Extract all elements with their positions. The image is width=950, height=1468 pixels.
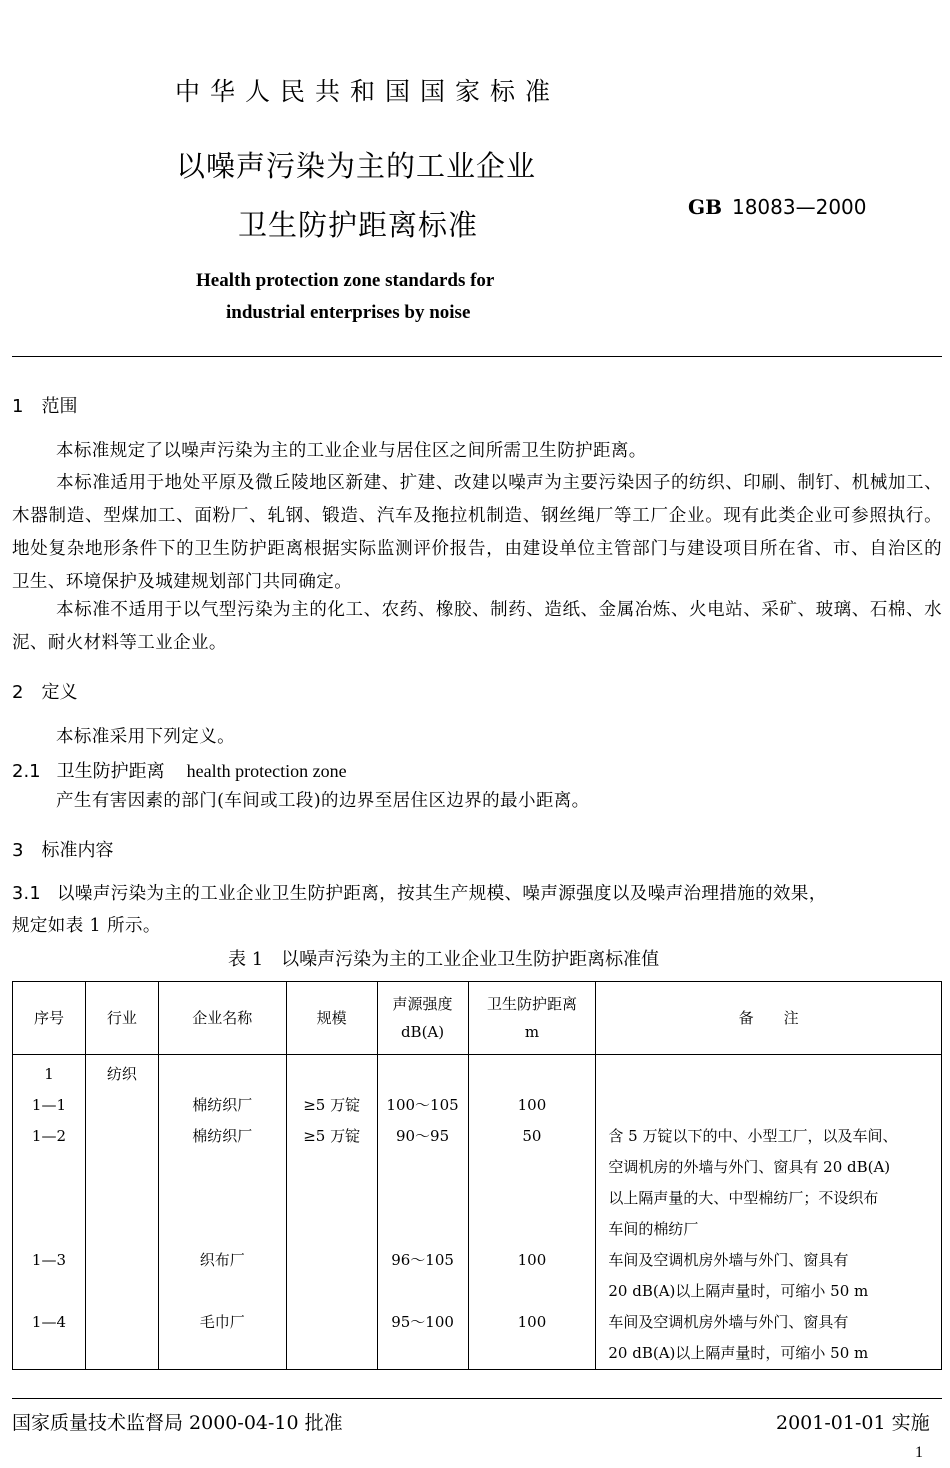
cell-noise xyxy=(377,1055,468,1091)
section-2-1-title: 卫生防护距离 xyxy=(56,761,165,782)
section-2-1-paragraph xyxy=(12,785,942,818)
cell-distance: 100 xyxy=(468,1307,596,1338)
cell-note: 含 5 万锭以下的中、小型工厂，以及车间、 xyxy=(596,1121,942,1152)
english-title-line1: Health protection zone standards for xyxy=(196,270,495,291)
cell-no: 1—2 xyxy=(13,1121,86,1152)
cell-noise xyxy=(377,1276,468,1307)
cell-scale xyxy=(286,1245,377,1276)
section-1-heading xyxy=(12,392,77,418)
section-1-paragraph-3-text: 本标准不适用于以气型污染为主的化工、农药、橡胶、制药、造纸、金属冶炼、火电站、采矿、玻璃、石棉、水泥、耐火材料等工业企业。 xyxy=(12,600,942,653)
cell-note: 20 dB(A)以上隔声量时，可缩小 50 m xyxy=(596,1338,942,1370)
section-1-paragraph-3 xyxy=(12,594,942,660)
cell-distance xyxy=(468,1214,596,1245)
section-3-title: 标准内容 xyxy=(41,840,114,861)
section-3-1-line1 xyxy=(12,878,942,911)
cell-no xyxy=(13,1276,86,1307)
cell-name xyxy=(158,1214,286,1245)
table-row xyxy=(13,1338,942,1370)
section-2-heading xyxy=(12,678,77,704)
header-scale: 规模 xyxy=(286,982,377,1055)
english-title-line2: industrial enterprises by noise xyxy=(226,302,471,323)
cell-name xyxy=(158,1338,286,1370)
section-2-1-heading xyxy=(12,757,347,783)
cell-industry xyxy=(85,1245,158,1276)
cell-note xyxy=(596,1090,942,1121)
cell-no: 1—1 xyxy=(13,1090,86,1121)
section-2-1-paragraph-text: 产生有害因素的部门(车间或工段)的边界至居住区边界的最小距离。 xyxy=(56,791,590,811)
cell-no xyxy=(13,1152,86,1183)
cell-distance xyxy=(468,1055,596,1091)
section-2-1-number: 2.1 xyxy=(12,761,41,782)
cell-name: 棉纺织厂 xyxy=(158,1090,286,1121)
cell-no: 1 xyxy=(13,1055,86,1091)
cell-industry xyxy=(85,1152,158,1183)
cell-distance: 100 xyxy=(468,1090,596,1121)
header-noise-label: 声源强度 xyxy=(392,995,453,1013)
section-2-number: 2 xyxy=(12,682,24,703)
cell-distance xyxy=(468,1276,596,1307)
section-3-heading xyxy=(12,836,113,862)
cell-name xyxy=(158,1152,286,1183)
table-row xyxy=(13,1307,942,1338)
cell-no xyxy=(13,1338,86,1370)
cell-note: 以上隔声量的大、中型棉纺厂；不设织布 xyxy=(596,1183,942,1214)
section-1-paragraph-1 xyxy=(12,435,942,468)
section-3-1-line2: 规定如表 1 所示。 xyxy=(12,916,161,936)
header-distance-label: 卫生防护距离 xyxy=(486,995,577,1013)
cell-name: 毛巾厂 xyxy=(158,1307,286,1338)
table-row xyxy=(13,1183,942,1214)
cell-scale xyxy=(286,1276,377,1307)
implementation-note: 2001-01-01 实施 xyxy=(776,1412,930,1434)
cell-distance xyxy=(468,1338,596,1370)
cell-industry: 纺织 xyxy=(85,1055,158,1091)
header-enterprise-name: 企业名称 xyxy=(158,982,286,1055)
cell-noise xyxy=(377,1214,468,1245)
section-2-title: 定义 xyxy=(41,682,78,703)
cell-note xyxy=(596,1055,942,1091)
cell-industry xyxy=(85,1338,158,1370)
cell-scale xyxy=(286,1338,377,1370)
table-caption: 表 1 以噪声污染为主的工业企业卫生防护距离标准值 xyxy=(228,949,660,970)
header-industry: 行业 xyxy=(85,982,158,1055)
cell-note: 20 dB(A)以上隔声量时，可缩小 50 m xyxy=(596,1276,942,1307)
cell-name: 棉纺织厂 xyxy=(158,1121,286,1152)
national-standard-heading: 中华人民共和国国家标准 xyxy=(175,77,561,106)
table-row xyxy=(13,1276,942,1307)
cell-name xyxy=(158,1183,286,1214)
cell-noise: 96～105 xyxy=(377,1245,468,1276)
header-protection-distance xyxy=(468,982,596,1055)
cell-note: 车间的棉纺厂 xyxy=(596,1214,942,1245)
cell-name: 织布厂 xyxy=(158,1245,286,1276)
standards-table xyxy=(12,981,942,1370)
cell-name xyxy=(158,1055,286,1091)
cell-note: 空调机房的外墙与外门、窗具有 20 dB(A) xyxy=(596,1152,942,1183)
page-number: 1 xyxy=(915,1444,923,1461)
standard-code-number: 18083—2000 xyxy=(731,195,867,219)
section-3-1-text-line1: 以噪声污染为主的工业企业卫生防护距离，按其生产规模、噪声源强度以及噪声治理措施的效果， xyxy=(57,884,827,904)
cell-note: 车间及空调机房外墙与外门、窗具有 xyxy=(596,1245,942,1276)
cell-note: 车间及空调机房外墙与外门、窗具有 xyxy=(596,1307,942,1338)
table-row xyxy=(13,1245,942,1276)
cell-industry xyxy=(85,1183,158,1214)
cell-scale xyxy=(286,1152,377,1183)
approval-note: 国家质量技术监督局 2000-04-10 批准 xyxy=(12,1412,343,1434)
header-noise-intensity xyxy=(377,982,468,1055)
table-row xyxy=(13,1121,942,1152)
cell-no xyxy=(13,1183,86,1214)
section-2-paragraph xyxy=(12,721,942,754)
table-row xyxy=(13,1055,942,1091)
cell-scale xyxy=(286,1307,377,1338)
cell-no xyxy=(13,1214,86,1245)
header-distance-unit: m xyxy=(524,1023,540,1041)
cell-name xyxy=(158,1276,286,1307)
header-noise-unit: dB(A) xyxy=(400,1023,445,1041)
document-title-line1: 以噪声污染为主的工业企业 xyxy=(176,149,537,183)
cell-noise xyxy=(377,1338,468,1370)
section-1-title: 范围 xyxy=(41,396,78,417)
cell-distance: 100 xyxy=(468,1245,596,1276)
cell-industry xyxy=(85,1121,158,1152)
cell-industry xyxy=(85,1090,158,1121)
cell-distance xyxy=(468,1152,596,1183)
table-row xyxy=(13,1214,942,1245)
section-1-paragraph-1-text: 本标准规定了以噪声污染为主的工业企业与居住区之间所需卫生防护距离。 xyxy=(56,441,647,461)
cell-noise: 100～105 xyxy=(377,1090,468,1121)
table-row xyxy=(13,1090,942,1121)
section-1-paragraph-2 xyxy=(12,467,942,599)
cell-distance xyxy=(468,1183,596,1214)
cell-scale xyxy=(286,1055,377,1091)
table-header-row xyxy=(13,982,942,1055)
section-3-number: 3 xyxy=(12,840,24,861)
cell-distance: 50 xyxy=(468,1121,596,1152)
section-3-1-number: 3.1 xyxy=(12,884,42,904)
standard-code-prefix: GB xyxy=(688,195,722,219)
standard-code xyxy=(688,195,867,219)
header-note: 备 注 xyxy=(596,982,942,1055)
footer-divider xyxy=(12,1398,942,1399)
table-row xyxy=(13,1152,942,1183)
header-divider xyxy=(12,356,942,357)
cell-scale xyxy=(286,1214,377,1245)
cell-no: 1—3 xyxy=(13,1245,86,1276)
document-title-line2: 卫生防护距离标准 xyxy=(238,208,479,242)
cell-noise: 95～100 xyxy=(377,1307,468,1338)
cell-industry xyxy=(85,1307,158,1338)
cell-industry xyxy=(85,1276,158,1307)
cell-noise: 90～95 xyxy=(377,1121,468,1152)
section-2-1-english-term: health protection zone xyxy=(186,761,347,781)
cell-scale: ≥5 万锭 xyxy=(286,1090,377,1121)
section-1-paragraph-2-text: 本标准适用于地处平原及微丘陵地区新建、扩建、改建以噪声为主要污染因子的纺织、印刷、制钉、机械加工、木器制造、型煤加工、面粉厂、轧钢、锻造、汽车及拖拉机制造、钢丝绳厂等工厂企业。现有此类企业可参照执行。地处复杂地形条件下的卫生防护距离根据实际监测评价报告，由建设单位主管部门与建设项目所在省、市、自治区的卫生、环境保护及城建规划部门共同确定。 xyxy=(12,473,942,592)
cell-noise xyxy=(377,1152,468,1183)
cell-industry xyxy=(85,1214,158,1245)
section-1-number: 1 xyxy=(12,396,24,417)
cell-noise xyxy=(377,1183,468,1214)
cell-no: 1—4 xyxy=(13,1307,86,1338)
cell-scale xyxy=(286,1183,377,1214)
cell-scale: ≥5 万锭 xyxy=(286,1121,377,1152)
header-no: 序号 xyxy=(13,982,86,1055)
section-2-paragraph-text: 本标准采用下列定义。 xyxy=(56,727,235,747)
